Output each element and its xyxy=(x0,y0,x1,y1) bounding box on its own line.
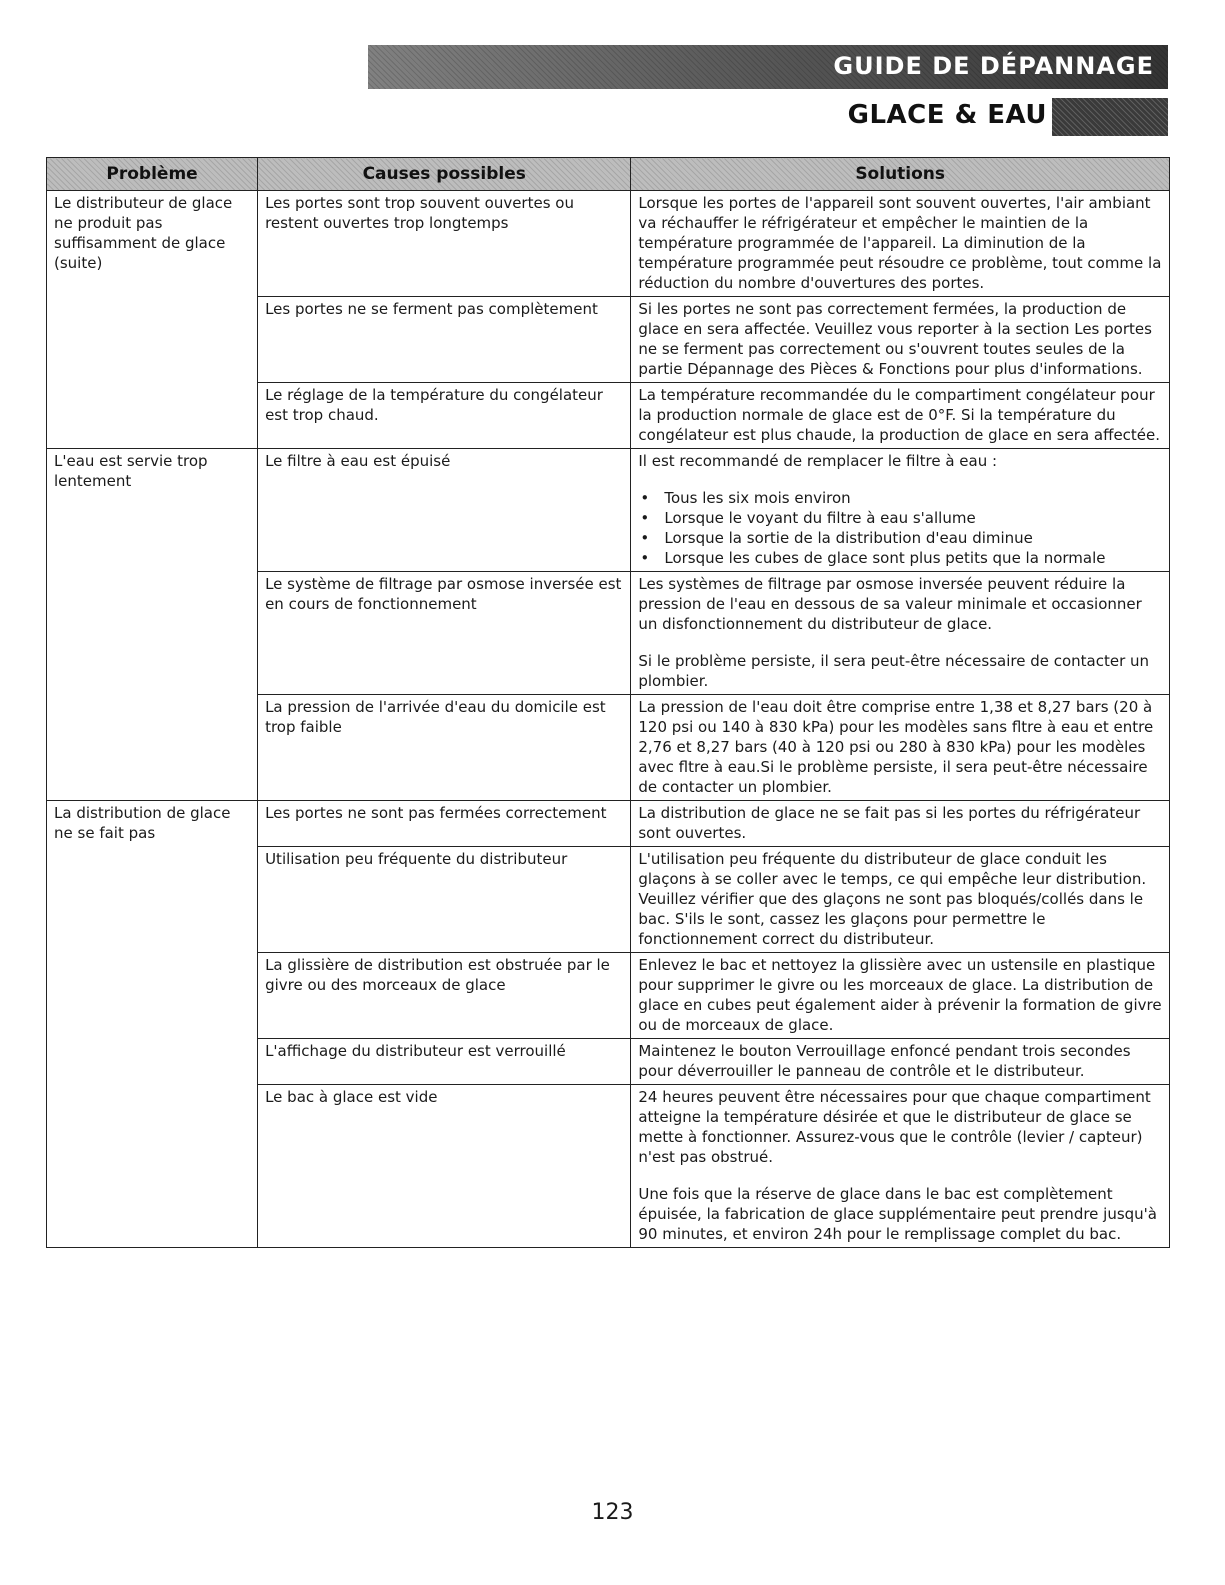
cause-cell: Le réglage de la température du congélateur est trop chaud. xyxy=(258,383,631,449)
solution-text: 24 heures peuvent être nécessaires pour que chaque compartiment atteigne la température désirée et que le distributeur de glace se mette à fonctionner. Assurez-vous que le contrôle (levier / capteur) n'est pas obstrué. xyxy=(638,1088,1151,1166)
solution-bullet-list xyxy=(638,488,1162,568)
table-row xyxy=(47,801,1170,847)
header-causes: Causes possibles xyxy=(258,158,631,191)
solution-cell: L'utilisation peu fréquente du distributeur de glace conduit les glaçons à se coller avec le temps, ce qui empêche leur distribution. Veuillez vérifier que des glaçons ne sont pas bloqués/collés dans le bac. S'ils le sont, cassez les glaçons pour permettre le fonctionnement correct du distributeur. xyxy=(631,847,1170,953)
solution-cell: La pression de l'eau doit être comprise entre 1,38 et 8,27 bars (20 à 120 psi ou 140 à 830 kPa) pour les modèles sans fltre à eau et entre 2,76 et 8,27 bars (40 à 120 psi ou 280 à 830 kPa) pour les modèles avec fltre à eau.Si le problème persiste, il sera peut-être nécessaire de contacter un plombier. xyxy=(631,695,1170,801)
page-number: 123 xyxy=(591,1500,634,1525)
solution-cell: Lorsque les portes de l'appareil sont souvent ouvertes, l'air ambiant va réchauffer le réfrigérateur et empêcher le maintien de la température programmée de l'appareil. La diminution de la température programmée peut résoudre ce problème, tout comme la réduction du nombre d'ouvertures des portes. xyxy=(631,191,1170,297)
table-row xyxy=(47,449,1170,572)
solution-cell: Enlevez le bac et nettoyez la glissière avec un ustensile en plastique pour supprimer le givre ou les morceaux de glace. La distribution de glace en cubes peut également aider à prévenir la formation de givre ou de morceaux de glace. xyxy=(631,953,1170,1039)
solution-cell: Si les portes ne sont pas correctement fermées, la production de glace en sera affectée. Veuillez vous reporter à la section Les portes ne se ferment pas correctement ou s'ouvrent toutes seules de la partie Dépannage des Pièces & Fonctions pour plus d'informations. xyxy=(631,297,1170,383)
cause-cell: Les portes ne se ferment pas complètement xyxy=(258,297,631,383)
bullet-item: • Lorsque le voyant du filtre à eau s'allume xyxy=(638,508,1162,528)
solution-text: Il est recommandé de remplacer le filtre à eau : xyxy=(638,452,998,470)
header-solutions: Solutions xyxy=(631,158,1170,191)
bullet-item: • Lorsque les cubes de glace sont plus petits que la normale xyxy=(638,548,1162,568)
problem-cell: La distribution de glace ne se fait pas xyxy=(47,801,258,1248)
cause-cell: Les portes sont trop souvent ouvertes ou restent ouvertes trop longtemps xyxy=(258,191,631,297)
section-title: GLACE & EAU xyxy=(847,100,1047,130)
cause-cell: Le système de filtrage par osmose inversée est en cours de fonctionnement xyxy=(258,572,631,695)
cause-cell: Utilisation peu fréquente du distributeur xyxy=(258,847,631,953)
cause-cell: La glissière de distribution est obstruée par le givre ou des morceaux de glace xyxy=(258,953,631,1039)
banner-title: GUIDE DE DÉPANNAGE xyxy=(833,52,1154,80)
troubleshooting-table xyxy=(46,157,1170,1248)
problem-cell: Le distributeur de glace ne produit pas suffisamment de glace (suite) xyxy=(47,191,258,449)
cause-cell: Le filtre à eau est épuisé xyxy=(258,449,631,572)
header-problem: Problème xyxy=(47,158,258,191)
problem-cell: L'eau est servie trop lentement xyxy=(47,449,258,801)
header-banner xyxy=(368,45,1168,89)
solution-cell xyxy=(631,1085,1170,1248)
cause-cell: Le bac à glace est vide xyxy=(258,1085,631,1248)
solution-cell xyxy=(631,572,1170,695)
solution-text-2: Une fois que la réserve de glace dans le bac est complètement épuisée, la fabrication de glace supplémentaire peut prendre jusqu'à 90 minutes, et environ 24h pour le remplissage complet du bac. xyxy=(638,1185,1158,1243)
solution-text: Les systèmes de filtrage par osmose inversée peuvent réduire la pression de l'eau en dessous de sa valeur minimale et occasionner un disfonctionnement du distributeur de glace. xyxy=(638,575,1142,633)
solution-cell: La distribution de glace ne se fait pas si les portes du réfrigérateur sont ouvertes. xyxy=(631,801,1170,847)
bullet-item: • Lorsque la sortie de la distribution d'eau diminue xyxy=(638,528,1162,548)
cause-cell: Les portes ne sont pas fermées correctement xyxy=(258,801,631,847)
cause-cell: La pression de l'arrivée d'eau du domicile est trop faible xyxy=(258,695,631,801)
solution-cell xyxy=(631,449,1170,572)
solution-cell: La température recommandée du le compartiment congélateur pour la production normale de glace est de 0°F. Si la température du congélateur est plus chaude, la production de glace en sera affectée. xyxy=(631,383,1170,449)
cause-cell: L'affichage du distributeur est verrouillé xyxy=(258,1039,631,1085)
solution-text-2: Si le problème persiste, il sera peut-être nécessaire de contacter un plombier. xyxy=(638,652,1150,690)
solution-cell: Maintenez le bouton Verrouillage enfoncé pendant trois secondes pour déverrouiller le panneau de contrôle et le distributeur. xyxy=(631,1039,1170,1085)
section-title-block xyxy=(1052,98,1168,136)
table-header-row xyxy=(47,158,1170,191)
bullet-item: • Tous les six mois environ xyxy=(638,488,1162,508)
table-row xyxy=(47,191,1170,297)
